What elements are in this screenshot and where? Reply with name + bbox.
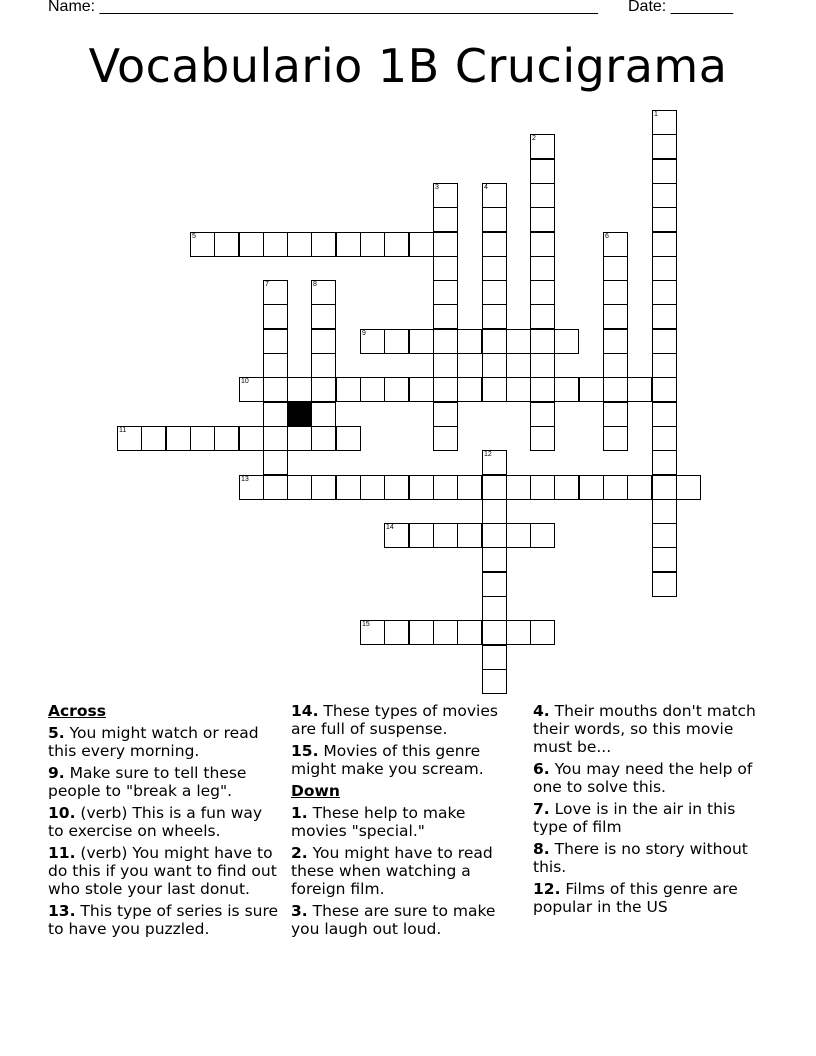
clue-text: (verb) You might have to do this if you want to find out who stole your last donut. bbox=[48, 844, 277, 898]
grid-cell[interactable] bbox=[263, 377, 288, 402]
clue-down-12 bbox=[533, 880, 765, 916]
grid-cell[interactable] bbox=[627, 377, 652, 402]
grid-cell[interactable] bbox=[287, 426, 312, 451]
grid-cell[interactable] bbox=[530, 207, 555, 232]
grid-cell[interactable] bbox=[603, 353, 628, 378]
grid-cell[interactable] bbox=[409, 232, 434, 257]
date-field-label[interactable]: Date: _______ bbox=[628, 0, 733, 15]
grid-cell[interactable] bbox=[263, 280, 288, 305]
grid-cell[interactable] bbox=[482, 183, 507, 208]
across-heading: Across bbox=[48, 702, 106, 720]
grid-cell[interactable] bbox=[482, 645, 507, 670]
grid-cell[interactable] bbox=[311, 377, 336, 402]
grid-cell[interactable] bbox=[384, 232, 409, 257]
cell-number: 1 bbox=[654, 111, 658, 118]
cell-number: 14 bbox=[386, 524, 394, 531]
clue-text: Films of this genre are popular in the US bbox=[533, 880, 738, 916]
grid-cell[interactable] bbox=[579, 475, 604, 500]
clue-number: 6. bbox=[533, 760, 550, 778]
grid-cell[interactable] bbox=[482, 232, 507, 257]
grid-cell[interactable] bbox=[652, 353, 677, 378]
grid-cell[interactable] bbox=[530, 475, 555, 500]
grid-cell[interactable] bbox=[263, 353, 288, 378]
grid-cell[interactable] bbox=[409, 523, 434, 548]
grid-cell[interactable] bbox=[311, 475, 336, 500]
grid-cell[interactable] bbox=[482, 547, 507, 572]
clue-number: 5. bbox=[48, 724, 65, 742]
grid-cell[interactable] bbox=[530, 256, 555, 281]
grid-cell[interactable] bbox=[263, 329, 288, 354]
grid-cell[interactable] bbox=[384, 475, 409, 500]
grid-cell[interactable] bbox=[457, 475, 482, 500]
grid-cell[interactable] bbox=[652, 547, 677, 572]
clue-text: You might watch or read this every morning. bbox=[48, 724, 259, 760]
clue-number: 9. bbox=[48, 764, 65, 782]
grid-cell[interactable] bbox=[530, 304, 555, 329]
grid-cell[interactable] bbox=[652, 572, 677, 597]
grid-cell[interactable] bbox=[263, 304, 288, 329]
grid-cell[interactable] bbox=[433, 620, 458, 645]
cell-number: 9 bbox=[362, 330, 366, 337]
grid-cell[interactable] bbox=[530, 353, 555, 378]
clue-number: 14. bbox=[291, 702, 319, 720]
clue-number: 10. bbox=[48, 804, 76, 822]
clue-text: These help to make movies "special." bbox=[291, 804, 466, 840]
grid-cell[interactable] bbox=[652, 377, 677, 402]
clue-text: There is no story without this. bbox=[533, 840, 748, 876]
grid-cell[interactable] bbox=[433, 329, 458, 354]
grid-cell[interactable] bbox=[652, 232, 677, 257]
cell-number: 10 bbox=[241, 378, 249, 385]
clue-down-6 bbox=[533, 760, 765, 796]
cell-number: 8 bbox=[313, 281, 317, 288]
grid-cell[interactable] bbox=[530, 426, 555, 451]
clue-text: This type of series is sure to have you puzzled. bbox=[48, 902, 279, 938]
clue-across-11 bbox=[48, 844, 280, 898]
grid-cell[interactable] bbox=[603, 377, 628, 402]
cell-number: 3 bbox=[435, 184, 439, 191]
grid-cell[interactable] bbox=[652, 523, 677, 548]
grid-cell[interactable] bbox=[482, 475, 507, 500]
cell-number: 7 bbox=[265, 281, 269, 288]
clue-number: 7. bbox=[533, 800, 550, 818]
clue-across-5 bbox=[48, 724, 280, 760]
clue-number: 13. bbox=[48, 902, 76, 920]
grid-cell[interactable] bbox=[457, 377, 482, 402]
grid-cell[interactable] bbox=[384, 523, 409, 548]
grid-cell[interactable] bbox=[506, 620, 531, 645]
grid-cell[interactable] bbox=[409, 475, 434, 500]
grid-cell[interactable] bbox=[603, 256, 628, 281]
grid-cell[interactable] bbox=[311, 329, 336, 354]
grid-cell[interactable] bbox=[627, 475, 652, 500]
clue-number: 1. bbox=[291, 804, 308, 822]
grid-cell[interactable] bbox=[652, 280, 677, 305]
grid-cell[interactable] bbox=[433, 377, 458, 402]
grid-cell[interactable] bbox=[311, 426, 336, 451]
clue-text: Make sure to tell these people to "break a leg". bbox=[48, 764, 247, 800]
grid-cell[interactable] bbox=[117, 426, 142, 451]
grid-cell[interactable] bbox=[579, 377, 604, 402]
grid-cell[interactable] bbox=[360, 377, 385, 402]
grid-cell[interactable] bbox=[554, 377, 579, 402]
clue-down-2 bbox=[291, 844, 523, 898]
grid-cell[interactable] bbox=[457, 329, 482, 354]
grid-cell[interactable] bbox=[652, 499, 677, 524]
cell-number: 5 bbox=[192, 233, 196, 240]
grid-cell[interactable] bbox=[166, 426, 191, 451]
clue-down-8 bbox=[533, 840, 765, 876]
grid-cell[interactable] bbox=[482, 377, 507, 402]
clue-text: Love is in the air in this type of film bbox=[533, 800, 736, 836]
grid-cell[interactable] bbox=[530, 232, 555, 257]
grid-cell[interactable] bbox=[482, 450, 507, 475]
black-square bbox=[287, 402, 312, 427]
grid-cell[interactable] bbox=[433, 183, 458, 208]
grid-cell[interactable] bbox=[311, 280, 336, 305]
grid-cell[interactable] bbox=[433, 232, 458, 257]
clue-text: Movies of this genre might make you scream. bbox=[291, 742, 484, 778]
grid-cell[interactable] bbox=[311, 402, 336, 427]
grid-cell[interactable] bbox=[311, 353, 336, 378]
cell-number: 2 bbox=[532, 135, 536, 142]
name-field-label[interactable]: Name: ________________________________________________________ bbox=[48, 0, 598, 15]
clues-column-2 bbox=[291, 702, 523, 942]
cell-number: 4 bbox=[484, 184, 488, 191]
grid-cell[interactable] bbox=[530, 523, 555, 548]
grid-cell[interactable] bbox=[239, 426, 264, 451]
grid-cell[interactable] bbox=[239, 377, 264, 402]
grid-cell[interactable] bbox=[263, 402, 288, 427]
grid-cell[interactable] bbox=[433, 402, 458, 427]
clue-text: These types of movies are full of suspense. bbox=[291, 702, 498, 738]
grid-cell[interactable] bbox=[409, 620, 434, 645]
grid-cell[interactable] bbox=[652, 110, 677, 135]
grid-cell[interactable] bbox=[263, 450, 288, 475]
clue-number: 12. bbox=[533, 880, 561, 898]
cell-number: 13 bbox=[241, 476, 249, 483]
grid-cell[interactable] bbox=[433, 256, 458, 281]
page-title: Vocabulario 1B Crucigrama bbox=[88, 39, 728, 93]
grid-cell[interactable] bbox=[214, 232, 239, 257]
grid-cell[interactable] bbox=[652, 256, 677, 281]
grid-cell[interactable] bbox=[336, 426, 361, 451]
grid-cell[interactable] bbox=[652, 207, 677, 232]
grid-cell[interactable] bbox=[141, 426, 166, 451]
clue-down-7 bbox=[533, 800, 765, 836]
clue-text: Their mouths don't match their words, so this movie must be... bbox=[533, 702, 756, 756]
clue-number: 8. bbox=[533, 840, 550, 858]
clues-column-3 bbox=[533, 702, 765, 920]
clue-number: 2. bbox=[291, 844, 308, 862]
grid-cell[interactable] bbox=[482, 572, 507, 597]
grid-cell[interactable] bbox=[530, 134, 555, 159]
grid-cell[interactable] bbox=[239, 475, 264, 500]
grid-cell[interactable] bbox=[263, 232, 288, 257]
clue-number: 11. bbox=[48, 844, 76, 862]
grid-cell[interactable] bbox=[530, 280, 555, 305]
grid-cell[interactable] bbox=[409, 329, 434, 354]
clue-text: These are sure to make you laugh out loud. bbox=[291, 902, 496, 938]
grid-cell[interactable] bbox=[239, 232, 264, 257]
grid-cell[interactable] bbox=[433, 207, 458, 232]
grid-cell[interactable] bbox=[384, 620, 409, 645]
grid-cell[interactable] bbox=[676, 475, 701, 500]
grid-cell[interactable] bbox=[482, 499, 507, 524]
clue-across-14 bbox=[291, 702, 523, 738]
grid-cell[interactable] bbox=[482, 207, 507, 232]
grid-cell[interactable] bbox=[482, 523, 507, 548]
grid-cell[interactable] bbox=[190, 232, 215, 257]
clue-text: You may need the help of one to solve this. bbox=[533, 760, 753, 796]
grid-cell[interactable] bbox=[530, 183, 555, 208]
grid-cell[interactable] bbox=[652, 475, 677, 500]
clue-number: 15. bbox=[291, 742, 319, 760]
clue-text: You might have to read these when watching a foreign film. bbox=[291, 844, 493, 898]
grid-cell[interactable] bbox=[336, 377, 361, 402]
clues-column-1 bbox=[48, 702, 280, 942]
grid-cell[interactable] bbox=[554, 329, 579, 354]
grid-cell[interactable] bbox=[530, 620, 555, 645]
cell-number: 12 bbox=[484, 451, 492, 458]
grid-cell[interactable] bbox=[530, 329, 555, 354]
clue-across-15 bbox=[291, 742, 523, 778]
grid-cell[interactable] bbox=[287, 475, 312, 500]
clue-down-3 bbox=[291, 902, 523, 938]
grid-cell[interactable] bbox=[263, 475, 288, 500]
grid-cell[interactable] bbox=[603, 232, 628, 257]
grid-cell[interactable] bbox=[311, 232, 336, 257]
grid-cell[interactable] bbox=[433, 280, 458, 305]
grid-cell[interactable] bbox=[652, 159, 677, 184]
grid-cell[interactable] bbox=[506, 329, 531, 354]
grid-cell[interactable] bbox=[336, 475, 361, 500]
down-heading: Down bbox=[291, 782, 340, 800]
grid-cell[interactable] bbox=[603, 475, 628, 500]
clue-across-13 bbox=[48, 902, 280, 938]
grid-cell[interactable] bbox=[603, 329, 628, 354]
clue-number: 3. bbox=[291, 902, 308, 920]
grid-cell[interactable] bbox=[482, 280, 507, 305]
grid-cell[interactable] bbox=[287, 377, 312, 402]
grid-cell[interactable] bbox=[384, 377, 409, 402]
grid-cell[interactable] bbox=[652, 183, 677, 208]
grid-cell[interactable] bbox=[530, 159, 555, 184]
grid-cell[interactable] bbox=[506, 523, 531, 548]
grid-cell[interactable] bbox=[530, 377, 555, 402]
cell-number: 15 bbox=[362, 621, 370, 628]
cell-number: 6 bbox=[605, 233, 609, 240]
grid-cell[interactable] bbox=[482, 353, 507, 378]
grid-cell[interactable] bbox=[652, 134, 677, 159]
grid-cell[interactable] bbox=[603, 402, 628, 427]
grid-cell[interactable] bbox=[506, 475, 531, 500]
grid-cell[interactable] bbox=[652, 304, 677, 329]
grid-cell[interactable] bbox=[287, 232, 312, 257]
grid-cell[interactable] bbox=[482, 256, 507, 281]
clue-text: (verb) This is a fun way to exercise on wheels. bbox=[48, 804, 263, 840]
grid-cell[interactable] bbox=[482, 620, 507, 645]
clue-down-4 bbox=[533, 702, 765, 756]
grid-cell[interactable] bbox=[384, 329, 409, 354]
cell-number: 11 bbox=[119, 427, 127, 434]
grid-cell[interactable] bbox=[214, 426, 239, 451]
grid-cell[interactable] bbox=[311, 304, 336, 329]
grid-cell[interactable] bbox=[336, 232, 361, 257]
grid-cell[interactable] bbox=[263, 426, 288, 451]
grid-cell[interactable] bbox=[482, 329, 507, 354]
grid-cell[interactable] bbox=[433, 475, 458, 500]
clue-number: 4. bbox=[533, 702, 550, 720]
grid-cell[interactable] bbox=[652, 402, 677, 427]
grid-cell[interactable] bbox=[506, 377, 531, 402]
grid-cell[interactable] bbox=[190, 426, 215, 451]
grid-cell[interactable] bbox=[603, 280, 628, 305]
grid-cell[interactable] bbox=[603, 426, 628, 451]
clue-across-9 bbox=[48, 764, 280, 800]
grid-cell[interactable] bbox=[603, 304, 628, 329]
grid-cell[interactable] bbox=[457, 523, 482, 548]
grid-cell[interactable] bbox=[409, 377, 434, 402]
grid-cell[interactable] bbox=[360, 620, 385, 645]
clue-across-10 bbox=[48, 804, 280, 840]
grid-cell[interactable] bbox=[530, 402, 555, 427]
grid-cell[interactable] bbox=[360, 475, 385, 500]
grid-cell[interactable] bbox=[482, 304, 507, 329]
grid-cell[interactable] bbox=[433, 304, 458, 329]
grid-cell[interactable] bbox=[433, 523, 458, 548]
clue-down-1 bbox=[291, 804, 523, 840]
grid-cell[interactable] bbox=[482, 596, 507, 621]
grid-cell[interactable] bbox=[554, 475, 579, 500]
grid-cell[interactable] bbox=[652, 329, 677, 354]
grid-cell[interactable] bbox=[433, 426, 458, 451]
grid-cell[interactable] bbox=[433, 353, 458, 378]
grid-cell[interactable] bbox=[360, 329, 385, 354]
grid-cell[interactable] bbox=[482, 669, 507, 694]
grid-cell[interactable] bbox=[652, 450, 677, 475]
grid-cell[interactable] bbox=[457, 620, 482, 645]
grid-cell[interactable] bbox=[360, 232, 385, 257]
grid-cell[interactable] bbox=[652, 426, 677, 451]
